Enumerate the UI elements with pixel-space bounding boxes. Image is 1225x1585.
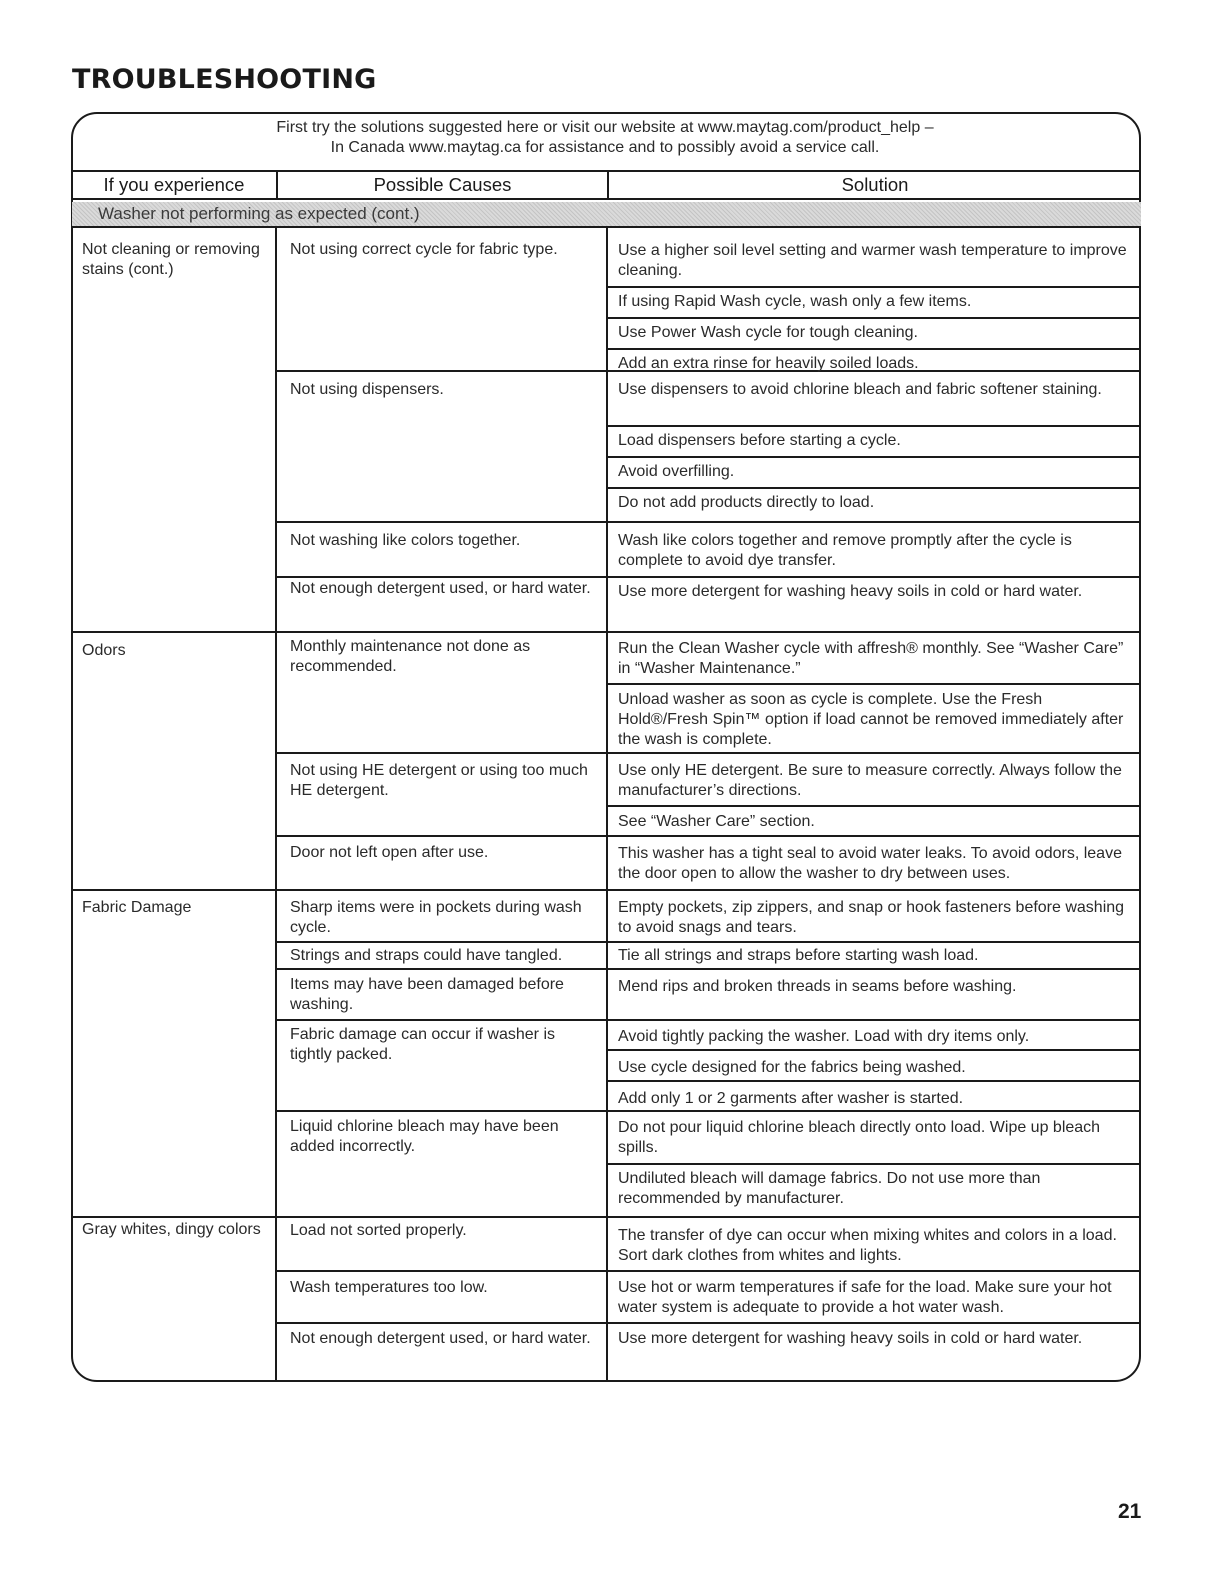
cause-cell: Items may have been damaged before washing. <box>290 976 564 1013</box>
row-separator <box>607 1080 1141 1082</box>
solution-cell: Use cycle designed for the fabrics being washed. <box>618 1059 966 1076</box>
row-separator <box>72 631 1141 633</box>
row-separator <box>607 456 1141 458</box>
row-separator <box>607 425 1141 427</box>
cause-cell: Fabric damage can occur if washer is tightly packed. <box>290 1026 555 1063</box>
cause-cell: Sharp items were in pockets during wash cycle. <box>290 899 582 936</box>
solution-cell: Use more detergent for washing heavy soils in cold or hard water. <box>618 583 1083 600</box>
row-separator <box>276 1322 1141 1324</box>
solution-cell: Unload washer as soon as cycle is complete. Use the Fresh Hold®/Fresh Spin™ option if load cannot be removed immediately after the wash is complete. <box>618 691 1124 748</box>
cause-cell: Wash temperatures too low. <box>290 1279 488 1296</box>
cause-cell: Door not left open after use. <box>290 844 489 861</box>
cause-cell: Liquid chlorine bleach may have been added incorrectly. <box>290 1118 559 1155</box>
solution-cell: Avoid overfilling. <box>618 463 735 480</box>
experience-cell: Not cleaning or removing stains (cont.) <box>82 241 260 278</box>
row-separator <box>276 1270 1141 1272</box>
solution-cell: Do not pour liquid chlorine bleach directly onto load. Wipe up bleach spills. <box>618 1119 1101 1156</box>
row-separator <box>276 968 1141 970</box>
row-separator <box>607 348 1141 350</box>
cause-cell: Not enough detergent used, or hard water. <box>290 1330 591 1347</box>
cause-cell: Load not sorted properly. <box>290 1222 467 1239</box>
solution-cell: Use dispensers to avoid chlorine bleach and fabric softener staining. <box>618 381 1102 398</box>
row-separator <box>607 805 1141 807</box>
row-separator <box>607 286 1141 288</box>
row-separator <box>276 1110 1141 1112</box>
solution-cell: Add an extra rinse for heavily soiled loads. <box>618 355 919 372</box>
solution-cell: Tie all strings and straps before starting wash load. <box>618 947 979 964</box>
row-separator <box>276 941 1141 943</box>
experience-cell: Gray whites, dingy colors <box>82 1221 261 1238</box>
row-separator <box>276 576 1141 578</box>
header-solution: Solution <box>607 170 1141 200</box>
row-separator <box>276 835 1141 837</box>
cause-cell: Not washing like colors together. <box>290 532 521 549</box>
solution-cell: This washer has a tight seal to avoid water leaks. To avoid odors, leave the door open to allow the washer to dry between uses. <box>618 845 1122 882</box>
header-experience: If you experience <box>72 170 276 200</box>
intro-line-2: In Canada www.maytag.ca for assistance and to possibly avoid a service call. <box>330 139 880 156</box>
solution-cell: Use a higher soil level setting and warmer wash temperature to improve cleaning. <box>618 242 1127 279</box>
row-separator <box>276 521 1141 523</box>
cause-cell: Not using dispensers. <box>290 381 444 398</box>
intro-text <box>80 118 1130 158</box>
row-separator <box>607 317 1141 319</box>
column-divider-1 <box>275 228 277 1382</box>
solution-cell: Use only HE detergent. Be sure to measure correctly. Always follow the manufacturer’s directions. <box>618 762 1122 799</box>
experience-cell: Odors <box>82 642 126 659</box>
row-separator <box>607 1163 1141 1165</box>
row-separator <box>276 1019 1141 1021</box>
row-separator <box>607 487 1141 489</box>
page-title: TROUBLESHOOTING <box>72 64 377 95</box>
solution-cell: Undiluted bleach will damage fabrics. Do not use more than recommended by manufacturer. <box>618 1170 1041 1207</box>
solution-cell: Use Power Wash cycle for tough cleaning. <box>618 324 918 341</box>
cause-cell: Not using correct cycle for fabric type. <box>290 241 558 258</box>
solution-cell: Load dispensers before starting a cycle. <box>618 432 901 449</box>
solution-cell: Use more detergent for washing heavy soils in cold or hard water. <box>618 1330 1083 1347</box>
row-separator <box>72 1216 1141 1218</box>
solution-cell: If using Rapid Wash cycle, wash only a few items. <box>618 293 972 310</box>
row-separator <box>72 889 1141 891</box>
solution-cell: Wash like colors together and remove promptly after the cycle is complete to avoid dye transfer. <box>618 532 1072 569</box>
header-causes: Possible Causes <box>276 170 607 200</box>
solution-cell: Empty pockets, zip zippers, and snap or hook fasteners before washing to avoid snags and tears. <box>618 899 1125 936</box>
solution-cell: Mend rips and broken threads in seams before washing. <box>618 978 1017 995</box>
solution-cell: Do not add products directly to load. <box>618 494 875 511</box>
cause-cell: Not using HE detergent or using too much HE detergent. <box>290 762 588 799</box>
cause-cell: Not enough detergent used, or hard water. <box>290 580 591 597</box>
cause-cell: Monthly maintenance not done as recommended. <box>290 638 531 675</box>
cause-cell: Strings and straps could have tangled. <box>290 947 563 964</box>
page-number: 21 <box>1118 1500 1142 1523</box>
row-separator <box>276 752 1141 754</box>
solution-cell: Use hot or warm temperatures if safe for the load. Make sure your hot water system is adequate to provide a hot water wash. <box>618 1279 1112 1316</box>
solution-cell: Add only 1 or 2 garments after washer is started. <box>618 1090 964 1107</box>
solution-cell: See “Washer Care” section. <box>618 813 815 830</box>
intro-line-1: First try the solutions suggested here or visit our website at www.maytag.com/product_help – <box>276 119 934 136</box>
solution-cell: The transfer of dye can occur when mixing whites and colors in a load. Sort dark clothes from whites and lights. <box>618 1227 1117 1264</box>
solution-cell: Run the Clean Washer cycle with affresh® monthly. See “Washer Care” in “Washer Maintenance.” <box>618 640 1124 677</box>
experience-cell: Fabric Damage <box>82 899 192 916</box>
row-separator <box>607 1049 1141 1051</box>
section-title-bar: Washer not performing as expected (cont.) <box>72 202 1141 228</box>
row-separator <box>607 683 1141 685</box>
solution-cell: Avoid tightly packing the washer. Load with dry items only. <box>618 1028 1030 1045</box>
